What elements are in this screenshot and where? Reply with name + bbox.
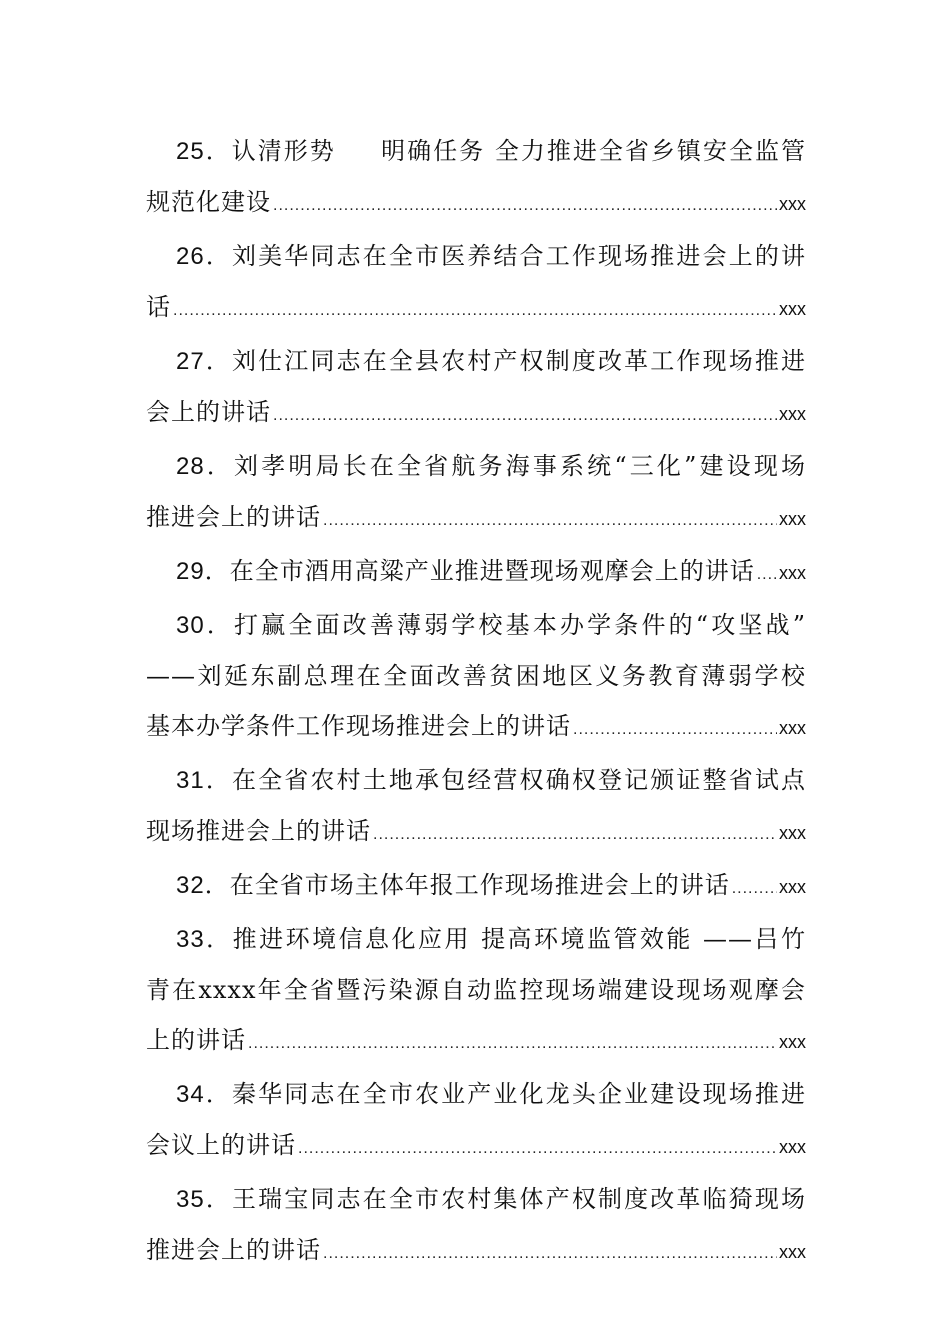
toc-entry-last-line (146, 546, 806, 600)
toc-entry-26[interactable] (146, 231, 806, 336)
toc-page-number: xxx (779, 877, 806, 897)
toc-entry-last-line (146, 177, 806, 231)
toc-entry-number: 33． (176, 926, 233, 953)
toc-entry-last-line (146, 387, 806, 441)
toc-entry-title-line (146, 914, 806, 965)
toc-entry-title: 在全市酒用高粱产业推进暨现场观摩会上的讲话 (229, 557, 755, 585)
toc-leader-dots (323, 1229, 777, 1279)
toc-entry-title-continued: 上的讲话 (146, 1026, 246, 1054)
toc-entry-last-line (146, 1120, 806, 1174)
toc-entry-title-line (146, 1069, 806, 1120)
toc-page-number: xxx (779, 823, 806, 843)
toc-entry-number: 31． (176, 767, 232, 794)
toc-page-number: xxx (779, 1032, 806, 1052)
toc-entry-34[interactable] (146, 1069, 806, 1174)
toc-entry-title-continued: 话 (146, 293, 171, 321)
toc-entry-number: 26． (176, 243, 232, 270)
toc-entry-subtitle: ——刘延东副总理在全面改善贫困地区义务教育薄弱学校 (146, 662, 806, 690)
toc-entry-title-continued: 推进会上的讲话 (146, 503, 321, 531)
toc-entry-number: 25． (176, 138, 232, 165)
toc-entry-number: 29． (176, 558, 230, 585)
toc-entry-last-line (146, 860, 806, 914)
toc-entry-number: 28． (176, 453, 235, 480)
toc-entry-title: 秦华同志在全市农业产业化龙头企业建设现场推进 (231, 1080, 806, 1108)
toc-leader-dots (273, 181, 777, 231)
toc-entry-number: 27． (176, 348, 232, 375)
toc-leader-dots (373, 810, 777, 860)
toc-entry-title-line (146, 1174, 806, 1225)
toc-entry-27[interactable] (146, 336, 806, 441)
toc-entry-last-line (146, 492, 806, 546)
toc-entry-title-continued: 会议上的讲话 (146, 1131, 296, 1159)
toc-entry-number: 32． (176, 872, 230, 899)
toc-leader-dots (273, 391, 777, 441)
toc-page-number: xxx (779, 299, 806, 319)
toc-entry-31[interactable] (146, 755, 806, 860)
toc-entry-number: 30． (176, 612, 235, 639)
toc-leader-dots (757, 550, 777, 600)
toc-entry-title-continued: 现场推进会上的讲话 (146, 817, 371, 845)
toc-entry-title: 认清形势 明确任务 全力推进全省乡镇安全监管 (231, 137, 806, 165)
toc-entry-title-line (146, 755, 806, 806)
toc-leader-dots (732, 864, 777, 914)
toc-entry-title: 刘仕江同志在全县农村产权制度改革工作现场推进 (231, 347, 806, 375)
toc-entry-title-line (146, 231, 806, 282)
toc-entry-title-line (146, 126, 806, 177)
toc-entry-last-line (146, 1225, 806, 1279)
toc-page-number: xxx (779, 404, 806, 424)
toc-entry-title-continued: 基本办学条件工作现场推进会上的讲话 (146, 712, 571, 740)
toc-leader-dots (173, 286, 777, 336)
toc-leader-dots (323, 496, 777, 546)
toc-entry-35[interactable] (146, 1174, 806, 1279)
toc-page-number: xxx (779, 1242, 806, 1262)
toc-entry-title-line (146, 441, 806, 492)
toc-page-number: xxx (779, 194, 806, 214)
toc-entry-last-line (146, 1015, 806, 1069)
toc-entry-28[interactable] (146, 441, 806, 546)
toc-entry-25[interactable] (146, 126, 806, 231)
toc-entry-title: 打赢全面改善薄弱学校基本办学条件的“攻坚战” (234, 611, 806, 639)
toc-entry-32[interactable] (146, 860, 806, 914)
toc-entry-29[interactable] (146, 546, 806, 600)
toc-entry-title-continued: 推进会上的讲话 (146, 1236, 321, 1264)
toc-leader-dots (248, 1019, 777, 1069)
toc-entry-title: 刘美华同志在全市医养结合工作现场推进会上的讲 (231, 242, 806, 270)
toc-entry-last-line (146, 806, 806, 860)
toc-entry-title-continued: 规范化建设 (146, 188, 271, 216)
toc-page-number: xxx (779, 718, 806, 738)
toc-entry-title: 刘孝明局长在全省航务海事系统“三化”建设现场 (234, 452, 806, 480)
toc-entry-title-line (146, 336, 806, 387)
toc-page-number: xxx (779, 563, 806, 583)
toc-entry-last-line (146, 701, 806, 755)
toc-entry-30[interactable] (146, 600, 806, 755)
toc-entry-title-line (146, 600, 806, 651)
toc-entry-title: 王瑞宝同志在全市农村集体产权制度改革临猗现场 (231, 1185, 806, 1213)
toc-entry-last-line (146, 282, 806, 336)
toc-page-number: xxx (779, 509, 806, 529)
toc-entry-subtitle: 青在xxxx年全省暨污染源自动监控现场端建设现场观摩会 (146, 976, 806, 1004)
toc-leader-dots (298, 1124, 777, 1174)
toc-entry-number: 34． (176, 1081, 232, 1108)
toc-page (146, 126, 806, 1279)
toc-entry-title-continued: 会上的讲话 (146, 398, 271, 426)
toc-entry-number: 35． (176, 1186, 232, 1213)
toc-entry-title: 在全省农村土地承包经营权确权登记颁证整省试点 (231, 766, 806, 794)
toc-page-number: xxx (779, 1137, 806, 1157)
toc-entry-33[interactable] (146, 914, 806, 1069)
toc-leader-dots (573, 705, 777, 755)
toc-entry-title: 在全省市场主体年报工作现场推进会上的讲话 (229, 871, 730, 899)
toc-entry-title: 推进环境信息化应用 提高环境监管效能 ——吕竹 (232, 925, 806, 953)
